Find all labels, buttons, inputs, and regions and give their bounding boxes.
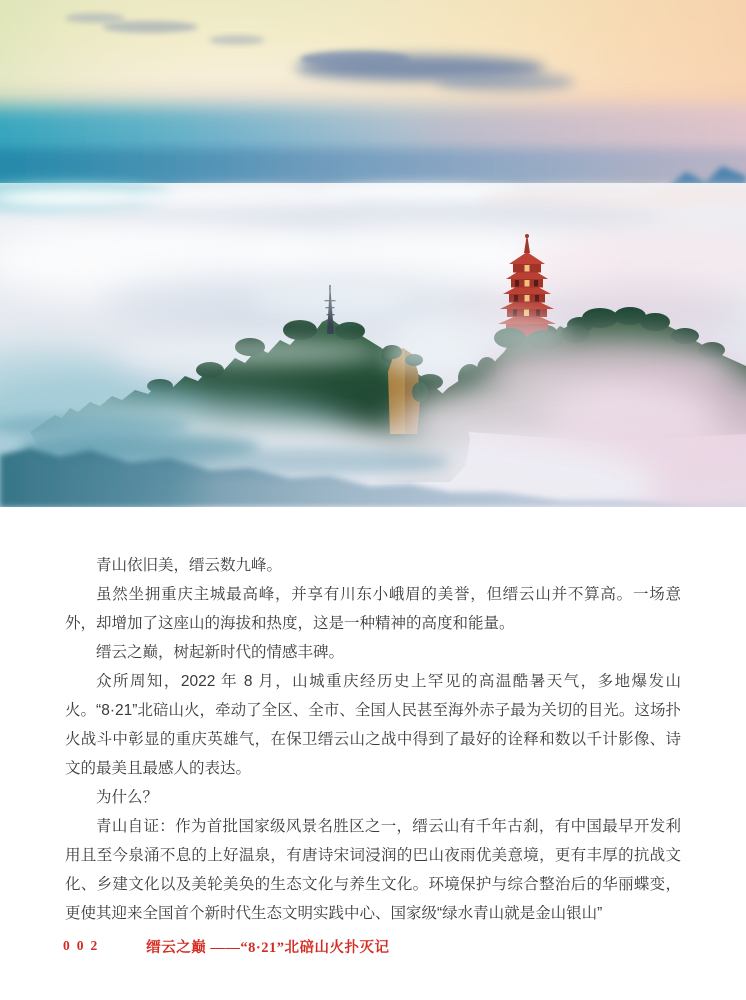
paragraph-1: 青山依旧美，缙云数九峰。: [96, 557, 283, 574]
running-title: 缙云之巅 ——“8·21”北碚山火扑灭记: [146, 939, 390, 956]
page-footer: [63, 936, 683, 956]
paragraph-6: 青山自证：作为首批国家级风景名胜区之一，缙云山有千年古刹，有中国最早开发利用且至今泉涌不息的上好温泉，有唐诗宋词浸润的巴山夜雨优美意境，更有丰厚的抗战文化、乡建文化以及美轮美奂的生态文化与养生文化。环境保护与综合整治后的华丽蝶变，更使其迎来全国首个新时代生态文明实践中心、国家级“绿水青山就是金山银山”: [65, 818, 681, 922]
paragraph-2: 虽然坐拥重庆主城最高峰，并享有川东小峨眉的美誉，但缙云山并不算高。一场意外，却增加了这座山的海拔和热度，这是一种精神的高度和能量。: [65, 586, 681, 632]
page-number: 002: [63, 938, 105, 953]
haze-band: [0, 106, 746, 190]
paragraph-4: 众所周知，2022 年 8 月，山城重庆经历史上罕见的高温酷暑天气，多地爆发山火。“8·21”北碚山火，牵动了全区、全市、全国人民甚至海外赤子最为关切的目光。这场扑火战斗中彰显的重庆英雄气，在保卫缙云山之战中得到了最好的诠释和数以千计影像、诗文的最美且最感人的表达。: [65, 673, 681, 777]
paragraph-3: 缙云之巅，树起新时代的情感丰碑。: [96, 644, 345, 661]
paragraph-5: 为什么？: [96, 789, 159, 806]
article-body: [65, 551, 681, 928]
